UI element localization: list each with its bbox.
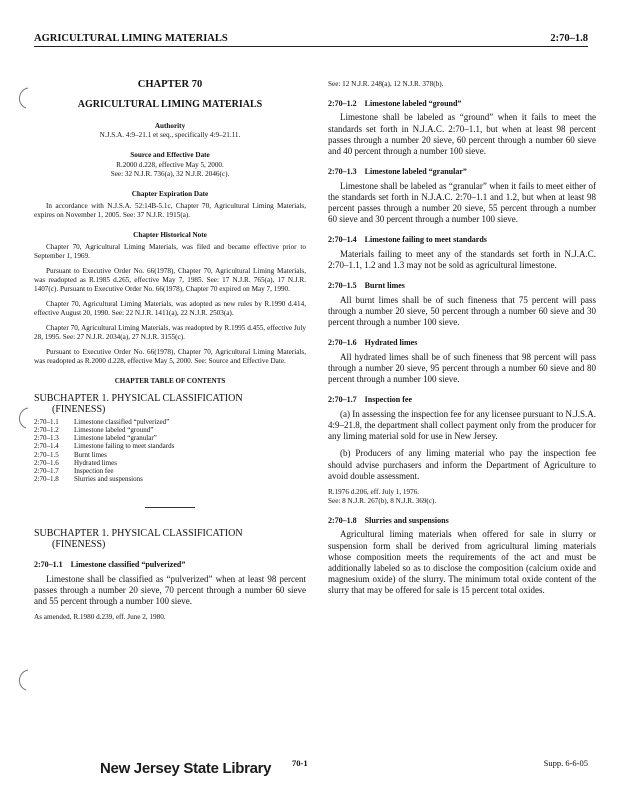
section-heading — [34, 560, 306, 570]
section-heading — [328, 338, 596, 348]
section-number: 2:70–1.5 — [328, 281, 357, 291]
history-note: Chapter 70, Agricultural Liming Materials, was readopted by R.1995 d.455, effective July 28, 1995. See: 27 N.J.R. 2034(a), 27 N.J.R. 3155(c). — [34, 324, 306, 342]
section-text: All burnt limes shall be of such fineness that 75 percent will pass through a number 20 sieve, 50 percent through a number 60 sieve and 30 percent through a number 100 sieve. — [328, 294, 596, 328]
toc-item[interactable]: 2:70–1.7 Inspection fee — [34, 467, 114, 476]
section-number: 2:70–1.2 — [328, 99, 357, 108]
authority-heading: Authority — [154, 121, 186, 130]
section-text: Limestone shall be classified as “pulverized” when at least 98 percent passes through a number 20 sieve, 70 percent through a number 60 sieve and 55 percent through a number 100 sieve. — [34, 573, 306, 607]
section-text: All hydrated limes shall be of such fineness that 98 percent will pass through a number 20 sieve, 95 percent through a number 60 sieve and 80 percent through a number 100 sieve. — [328, 351, 596, 385]
section-text: (b) Producers of any liming material who pay the inspection fee should advise purchasers and inform the Department of Agriculture to avoid double assessment. — [328, 448, 596, 481]
section-heading — [328, 395, 596, 405]
history-note: Chapter 70, Agricultural Liming Materials, was filed and became effective prior to September 1, 1969. — [34, 243, 306, 261]
toc-item[interactable]: 2:70–1.6 Hydrated limes — [34, 458, 117, 467]
section-title: Limestone labeled “ground” — [364, 99, 462, 108]
chapter-name: AGRICULTURAL LIMING MATERIALS — [77, 99, 263, 111]
header-section-range: 2:70–1.8 — [550, 33, 588, 44]
divider — [145, 507, 195, 508]
binding-hole-icon — [14, 668, 32, 694]
history-note: Chapter 70, Agricultural Liming Materials, was adopted as new rules by R.1990 d.414, effective August 20, 1990. See: 22 N.J.R. 1411(a), 22 N.J.R. 2503(a). — [34, 300, 306, 318]
subchapter-subtitle: (FINENESS) — [52, 539, 106, 551]
right-column — [328, 80, 596, 603]
citation-note: See: 12 N.J.R. 248(a), 12 N.J.R. 378(b). — [328, 80, 444, 88]
section-heading — [328, 167, 596, 177]
header-title: AGRICULTURAL LIMING MATERIALS — [34, 33, 228, 44]
history-note: Pursuant to Executive Order No. 66(1978), Chapter 70, Agricultural Liming Materials, was readopted as R.1985 d.265, effective May 7, 1985. See: 17 N.J.R. 765(a), 17 N.J.R. 1407(c). Pursuant to Executive Order No. 66(1978), Chapter 70 expired on May 7, 1990. — [34, 267, 306, 294]
expiration-heading: Chapter Expiration Date — [131, 189, 209, 198]
toc-item[interactable]: 2:70–1.2 Limestone labeled “ground” — [34, 426, 154, 435]
section-number: 2:70–1.6 — [328, 338, 357, 348]
toc-item[interactable]: 2:70–1.8 Slurries and suspensions — [34, 475, 143, 484]
toc-subchapter-subtitle: (FINENESS) — [52, 403, 106, 415]
section-text: Limestone shall be labeled as “granular” when it fails to meet either of the standards set forth in N.J.A.C. 2:70–1.1 and 1.2, but when at least 98 percent passes through a number 20 sieve, 55 percent through a number 60 sieve and 30 percent through a number 100 sieve. — [328, 180, 596, 225]
binding-hole-icon — [14, 86, 32, 112]
section-text: Materials failing to meet any of the standards set forth in N.J.A.C. 2:70–1.1, 1.2 and 1.3 may not be sold as agricultural limestone. — [328, 248, 596, 271]
history-heading: Chapter Historical Note — [133, 231, 207, 240]
subchapter-title: SUBCHAPTER 1. PHYSICAL CLASSIFICATION — [34, 528, 243, 540]
toc-subchapter-title: SUBCHAPTER 1. PHYSICAL CLASSIFICATION — [34, 392, 243, 404]
source-line: R.2000 d.228, effective May 5, 2000. — [116, 160, 224, 169]
toc-item[interactable]: 2:70–1.1 Limestone classified “pulverized” — [34, 417, 170, 426]
section-title: Limestone failing to meet standards — [364, 235, 487, 245]
section-title: Inspection fee — [364, 395, 412, 405]
section-text: (a) In assessing the inspection fee for any licensee pursuant to N.J.S.A. 4:9–21.8, the department shall collect payment only from the producer for any liming material sold for use in New Jersey. — [328, 408, 596, 442]
section-title: Burnt limes — [364, 281, 405, 291]
section-number: 2:70–1.8 — [328, 515, 357, 525]
section-heading — [328, 99, 596, 109]
amendment-note: As amended, R.1980 d.239, eff. June 2, 1980. — [34, 613, 166, 622]
toc-item[interactable]: 2:70–1.5 Burnt limes — [34, 450, 107, 459]
section-text: Limestone shall be labeled as “ground” when it fails to meet the standards set forth in N.J.A.C. 2:70–1.1, but when at least 98 percent passes through a number 20 sieve, 60 percent through a number 60 sieve and 40 percent through a number 100 sieve. — [328, 112, 596, 157]
running-header — [34, 28, 588, 47]
source-heading: Source and Effective Date — [130, 151, 210, 160]
section-heading — [328, 281, 596, 291]
binding-hole-icon — [14, 406, 32, 432]
section-number: 2:70–1.7 — [328, 395, 357, 405]
library-stamp: New Jersey State Library — [100, 760, 272, 777]
section-title: Limestone labeled “granular” — [364, 167, 467, 177]
subchapter-heading — [34, 528, 306, 550]
section-number: 2:70–1.4 — [328, 235, 357, 245]
page-number: 70-1 — [292, 758, 308, 768]
chapter-label: CHAPTER 70 — [137, 79, 203, 90]
left-column — [34, 74, 306, 628]
section-number: 2:70–1.3 — [328, 167, 357, 177]
history-note: R.1976 d.206, eff. July 1, 1976. — [328, 487, 420, 496]
toc-item[interactable]: 2:70–1.3 Limestone labeled “granular” — [34, 434, 157, 443]
source-line: See: 32 N.J.R. 736(a), 32 N.J.R. 2046(c). — [110, 169, 230, 178]
section-title: Slurries and suspensions — [364, 515, 449, 525]
section-heading — [328, 235, 596, 245]
toc-item[interactable]: 2:70–1.4 Limestone failing to meet standards — [34, 442, 175, 451]
history-note: Pursuant to Executive Order No. 66(1978), Chapter 70, Agricultural Liming Materials, was readopted as R.2000 d.228, effective May 5, 2000. See: Source and Effective Date. — [34, 348, 306, 366]
toc-list — [34, 418, 306, 484]
supplement-date: Supp. 6-6-05 — [543, 758, 588, 768]
section-title: Limestone classified “pulverized” — [70, 560, 186, 570]
section-title: Hydrated limes — [364, 338, 418, 348]
authority-text: N.J.S.A. 4:9–21.1 et seq., specifically 4:9–21.11. — [99, 131, 241, 140]
citation-note: See: 8 N.J.R. 267(b), 8 N.J.R. 369(c). — [328, 496, 437, 505]
section-heading — [328, 516, 596, 526]
expiration-text: In accordance with N.J.S.A. 52:14B-5.1c, Chapter 70, Agricultural Liming Materials, expires on November 1, 2005. See: 37 N.J.R. 1915(a). — [34, 202, 306, 220]
toc-heading: CHAPTER TABLE OF CONTENTS — [114, 377, 226, 386]
toc-subchapter-heading — [34, 393, 306, 415]
section-text: Agricultural liming materials when offered for sale in slurry or suspension form shall be derived from agricultural liming materials whose composition meets the requirements of the act and must be additionally labeled so as to disclose the composition (calcium oxide and magnesium oxide) of the slurry. The minimum total oxide content of the slurry that may be offered for sale is 15 percent total oxides. — [328, 529, 596, 596]
section-number: 2:70–1.1 — [34, 560, 63, 570]
